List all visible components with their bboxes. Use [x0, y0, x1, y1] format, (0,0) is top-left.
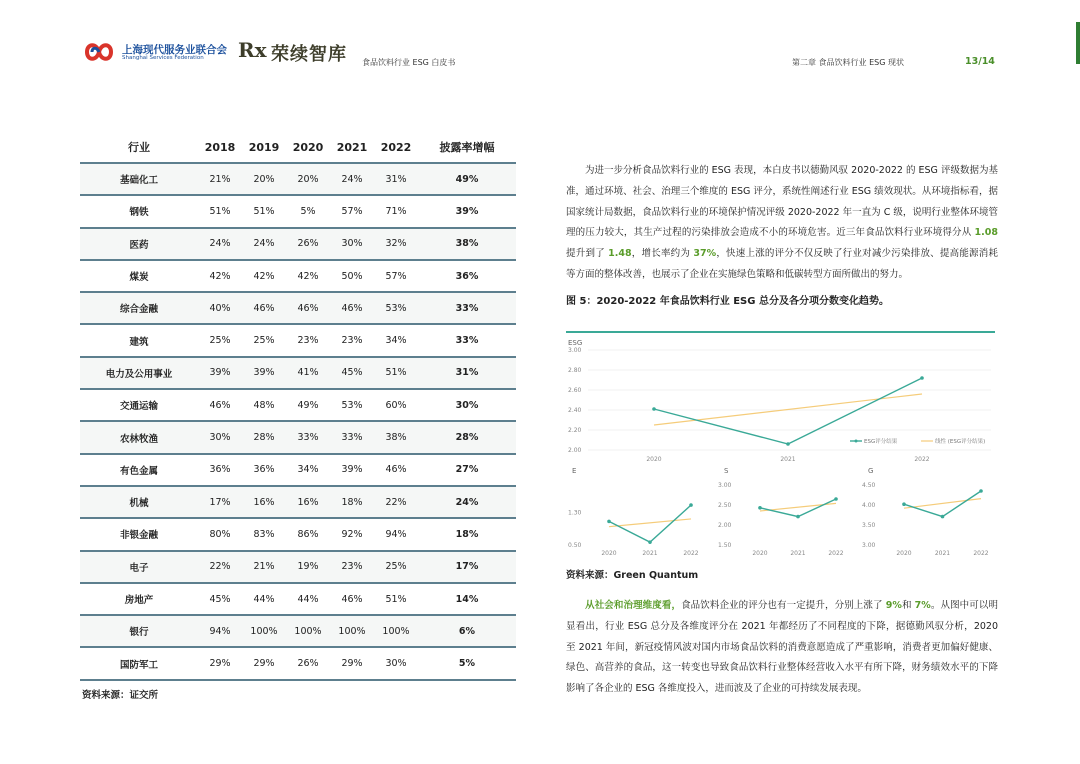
industry-cell: 煤炭	[80, 260, 198, 292]
para-text: 食品饮料企业的评分也有一定提升，分别上涨了	[681, 600, 886, 611]
rate-cell: 100%	[286, 615, 330, 647]
increase-cell: 14%	[418, 583, 516, 615]
rate-cell: 51%	[374, 583, 418, 615]
data-point	[902, 502, 906, 506]
y-tick-label: 3.00	[568, 347, 582, 354]
data-point	[648, 540, 652, 544]
paragraph-social-governance	[566, 596, 998, 700]
highlight-value: 1.08	[974, 227, 998, 239]
industry-cell: 房地产	[80, 583, 198, 615]
rate-cell: 30%	[198, 421, 242, 453]
increase-cell: 31%	[418, 357, 516, 389]
rate-cell: 42%	[286, 260, 330, 292]
data-point	[834, 497, 838, 501]
rate-cell: 94%	[374, 518, 418, 550]
rate-cell: 16%	[286, 486, 330, 518]
figure-divider	[566, 331, 995, 333]
data-point	[920, 376, 924, 380]
rate-cell: 100%	[242, 615, 286, 647]
page-edge-bar	[1076, 22, 1080, 64]
para-text: 提升到了	[566, 248, 609, 260]
table-row	[80, 260, 516, 292]
data-point	[607, 520, 611, 524]
rate-cell: 24%	[242, 228, 286, 260]
increase-cell: 17%	[418, 551, 516, 583]
x-tick-label: 2021	[790, 550, 806, 557]
rate-cell: 42%	[198, 260, 242, 292]
column-header: 2021	[330, 132, 374, 163]
y-tick-label: 2.40	[568, 407, 582, 414]
rate-cell: 44%	[242, 583, 286, 615]
data-point	[758, 506, 762, 510]
rate-cell: 30%	[374, 647, 418, 679]
industry-cell: 银行	[80, 615, 198, 647]
rate-cell: 23%	[330, 551, 374, 583]
industry-cell: 钢铁	[80, 195, 198, 227]
table-row	[80, 228, 516, 260]
table-row	[80, 615, 516, 647]
rate-cell: 34%	[374, 324, 418, 356]
rate-cell: 16%	[242, 486, 286, 518]
increase-cell: 5%	[418, 647, 516, 679]
rate-cell: 39%	[198, 357, 242, 389]
document-title: 食品饮料行业 ESG 白皮书	[362, 58, 456, 67]
table-row	[80, 163, 516, 195]
rate-cell: 23%	[330, 324, 374, 356]
rate-cell: 36%	[198, 454, 242, 486]
data-point	[796, 515, 800, 519]
rate-cell: 39%	[330, 454, 374, 486]
figure-source: 资料来源：Green Quantum	[566, 570, 699, 581]
table-row	[80, 324, 516, 356]
table-row	[80, 583, 516, 615]
industry-cell: 综合金融	[80, 292, 198, 324]
rate-cell: 30%	[330, 228, 374, 260]
rate-cell: 49%	[286, 389, 330, 421]
industry-cell: 农林牧渔	[80, 421, 198, 453]
e-score-chart	[566, 463, 712, 563]
rate-cell: 71%	[374, 195, 418, 227]
rate-cell: 5%	[286, 195, 330, 227]
table-row	[80, 551, 516, 583]
y-tick-label: 3.50	[862, 522, 876, 529]
rate-cell: 46%	[198, 389, 242, 421]
table-row	[80, 389, 516, 421]
table-row	[80, 647, 516, 679]
chart-title: G	[868, 467, 874, 475]
industry-cell: 交通运输	[80, 389, 198, 421]
chart-title: ESG	[568, 339, 583, 347]
rate-cell: 42%	[242, 260, 286, 292]
rate-cell: 29%	[242, 647, 286, 679]
rate-cell: 25%	[374, 551, 418, 583]
rate-cell: 29%	[330, 647, 374, 679]
column-header: 行业	[80, 132, 198, 163]
table-row	[80, 195, 516, 227]
x-tick-label: 2020	[752, 550, 768, 557]
column-header: 2022	[374, 132, 418, 163]
x-tick-label: 2020	[896, 550, 912, 557]
rate-cell: 20%	[286, 163, 330, 195]
rate-cell: 46%	[330, 292, 374, 324]
org-name-en: Shanghai Services Federation	[122, 55, 204, 61]
rate-cell: 45%	[330, 357, 374, 389]
y-tick-label: 0.50	[568, 542, 582, 549]
brand-logo-icon: Rx	[238, 38, 267, 62]
increase-cell: 27%	[418, 454, 516, 486]
increase-cell: 18%	[418, 518, 516, 550]
para-text: 和	[901, 600, 915, 611]
rate-cell: 34%	[286, 454, 330, 486]
column-header: 2018	[198, 132, 242, 163]
rate-cell: 22%	[374, 486, 418, 518]
increase-cell: 33%	[418, 292, 516, 324]
x-tick-label: 2021	[780, 456, 796, 463]
increase-cell: 39%	[418, 195, 516, 227]
y-tick-label: 3.00	[718, 482, 732, 489]
industry-cell: 有色金属	[80, 454, 198, 486]
rate-cell: 53%	[330, 389, 374, 421]
brand-name: 荣续智库	[271, 44, 347, 65]
rate-cell: 17%	[198, 486, 242, 518]
rate-cell: 28%	[242, 421, 286, 453]
table-row	[80, 421, 516, 453]
chart-title: E	[572, 467, 577, 475]
rate-cell: 60%	[374, 389, 418, 421]
industry-cell: 电力及公用事业	[80, 357, 198, 389]
y-tick-label: 2.20	[568, 427, 582, 434]
rate-cell: 31%	[374, 163, 418, 195]
rate-cell: 80%	[198, 518, 242, 550]
table-row	[80, 454, 516, 486]
increase-cell: 49%	[418, 163, 516, 195]
disclosure-rate-table	[80, 132, 516, 681]
para-text: ，快速上涨的评分不仅反映了行业对减少污染排放、提高能源消耗等方面的整体改善，也展示了企业在实施绿色策略和低碳转型方面所做出的努力。	[566, 248, 998, 280]
highlight-text: 从社会和治理维度看，	[585, 600, 682, 611]
rate-cell: 53%	[374, 292, 418, 324]
column-header: 2019	[242, 132, 286, 163]
para-text: ，增长率约为	[631, 248, 694, 260]
chapter-title: 第二章 食品饮料行业 ESG 现状	[792, 58, 904, 67]
y-tick-label: 3.00	[862, 542, 876, 549]
industry-cell: 基础化工	[80, 163, 198, 195]
increase-cell: 36%	[418, 260, 516, 292]
legend-marker	[855, 440, 858, 443]
x-tick-label: 2021	[642, 550, 658, 557]
table-row	[80, 292, 516, 324]
trend-line	[609, 519, 691, 527]
rate-cell: 32%	[374, 228, 418, 260]
x-tick-label: 2020	[601, 550, 617, 557]
x-tick-label: 2022	[914, 456, 930, 463]
y-tick-label: 1.50	[718, 542, 732, 549]
x-tick-label: 2020	[646, 456, 662, 463]
rate-cell: 46%	[330, 583, 374, 615]
org-name-cn: 上海现代服务业联合会	[122, 44, 227, 56]
rate-cell: 51%	[198, 195, 242, 227]
highlight-value: 1.48	[608, 248, 632, 260]
increase-cell: 38%	[418, 228, 516, 260]
highlight-value: 37%	[693, 248, 717, 260]
rate-cell: 41%	[286, 357, 330, 389]
rate-cell: 22%	[198, 551, 242, 583]
score-line	[609, 505, 691, 542]
rate-cell: 50%	[330, 260, 374, 292]
x-tick-label: 2022	[973, 550, 989, 557]
rate-cell: 26%	[286, 647, 330, 679]
table-header-row	[80, 132, 516, 163]
rate-cell: 33%	[286, 421, 330, 453]
table-row	[80, 518, 516, 550]
rate-cell: 45%	[198, 583, 242, 615]
y-tick-label: 1.30	[568, 509, 582, 517]
rate-cell: 46%	[374, 454, 418, 486]
rate-cell: 46%	[242, 292, 286, 324]
rate-cell: 51%	[242, 195, 286, 227]
data-point	[652, 407, 656, 411]
rate-cell: 51%	[374, 357, 418, 389]
data-point	[941, 515, 945, 519]
y-tick-label: 4.50	[862, 482, 876, 489]
y-tick-label: 2.60	[568, 387, 582, 394]
rate-cell: 100%	[374, 615, 418, 647]
rate-cell: 18%	[330, 486, 374, 518]
increase-cell: 28%	[418, 421, 516, 453]
federation-logo-icon	[84, 40, 114, 64]
rate-cell: 26%	[286, 228, 330, 260]
rate-cell: 25%	[242, 324, 286, 356]
chart-title: S	[724, 467, 729, 475]
para-text: 为进一步分析食品饮料行业的 ESG 表现，本白皮书以德勤风驭 2020-2022 的 ESG 评级数据为基准，通过环境、社会、治理三个维度的 ESG 评分，系统性阐述行业 ESG 绩效现状。从环境指标看，据国家统计局数据，食品饮料行业的环境保护情况评级 2020-2022 年一直为 C 级，说明行业整体环境管理的压力较大，其生产过程的污染排放会造成不小的环境危害。近三年食品饮料行业环境得分从	[566, 165, 998, 239]
rate-cell: 21%	[242, 551, 286, 583]
rate-cell: 86%	[286, 518, 330, 550]
g-score-chart	[860, 463, 1000, 563]
x-tick-label: 2022	[683, 550, 699, 557]
legend-label: 线性 (ESG评分结果)	[935, 439, 986, 445]
highlight-value: 7%	[914, 600, 931, 611]
paragraph-environment	[566, 161, 998, 286]
rate-cell: 40%	[198, 292, 242, 324]
industry-cell: 机械	[80, 486, 198, 518]
x-tick-label: 2022	[828, 550, 844, 557]
data-point	[689, 503, 693, 507]
trend-line	[904, 499, 981, 509]
rate-cell: 24%	[198, 228, 242, 260]
rate-cell: 19%	[286, 551, 330, 583]
increase-cell: 24%	[418, 486, 516, 518]
highlight-value: 9%	[885, 600, 902, 611]
x-tick-label: 2021	[934, 550, 951, 557]
rate-cell: 38%	[374, 421, 418, 453]
y-tick-label: 2.50	[718, 502, 732, 509]
figure-title: 图 5：2020-2022 年食品饮料行业 ESG 总分及各分项分数变化趋势。	[566, 296, 889, 307]
s-score-chart	[716, 463, 858, 563]
rate-cell: 46%	[286, 292, 330, 324]
rate-cell: 57%	[330, 195, 374, 227]
rate-cell: 39%	[242, 357, 286, 389]
esg-total-chart	[566, 336, 996, 464]
increase-cell: 33%	[418, 324, 516, 356]
y-tick-label: 2.00	[568, 447, 582, 454]
rate-cell: 23%	[286, 324, 330, 356]
rate-cell: 57%	[374, 260, 418, 292]
data-point	[979, 489, 983, 493]
y-tick-label: 4.00	[862, 502, 876, 509]
rate-cell: 94%	[198, 615, 242, 647]
page-number: 13/14	[965, 56, 995, 67]
increase-cell: 6%	[418, 615, 516, 647]
rate-cell: 33%	[330, 421, 374, 453]
column-header: 披露率增幅	[418, 132, 516, 163]
table-row	[80, 486, 516, 518]
trend-line	[654, 394, 922, 425]
y-tick-label: 2.80	[568, 367, 582, 374]
legend-label: ESG评分结果	[864, 439, 898, 445]
rate-cell: 21%	[198, 163, 242, 195]
para-text: 。从图中可以明显看出，行业 ESG 总分及各维度评分在 2021 年都经历了不同程度的下降，据德勤风驭分析，2020 至 2021 年间，新冠疫情风波对国内市场食品饮料的消费意愿造成了严重影响，消费者更加偏好健康、绿色、高营养的食品，这一转变也导致食品饮料行业整体经营收入水平有所下降，财务绩效水平的下降影响了各企业的 ESG 各维度投入，进而波及了企业的可持续发展表现。	[566, 600, 998, 695]
industry-cell: 建筑	[80, 324, 198, 356]
rate-cell: 36%	[242, 454, 286, 486]
industry-cell: 电子	[80, 551, 198, 583]
column-header: 2020	[286, 132, 330, 163]
rate-cell: 25%	[198, 324, 242, 356]
industry-cell: 医药	[80, 228, 198, 260]
industry-cell: 国防军工	[80, 647, 198, 679]
increase-cell: 30%	[418, 389, 516, 421]
rate-cell: 48%	[242, 389, 286, 421]
rate-cell: 100%	[330, 615, 374, 647]
rate-cell: 24%	[330, 163, 374, 195]
table-source: 资料来源：证交所	[82, 690, 159, 701]
rate-cell: 20%	[242, 163, 286, 195]
score-line	[654, 378, 922, 444]
data-point	[786, 442, 790, 446]
industry-cell: 非银金融	[80, 518, 198, 550]
rate-cell: 44%	[286, 583, 330, 615]
y-tick-label: 2.00	[718, 522, 732, 529]
rate-cell: 92%	[330, 518, 374, 550]
rate-cell: 83%	[242, 518, 286, 550]
rate-cell: 29%	[198, 647, 242, 679]
table-row	[80, 357, 516, 389]
